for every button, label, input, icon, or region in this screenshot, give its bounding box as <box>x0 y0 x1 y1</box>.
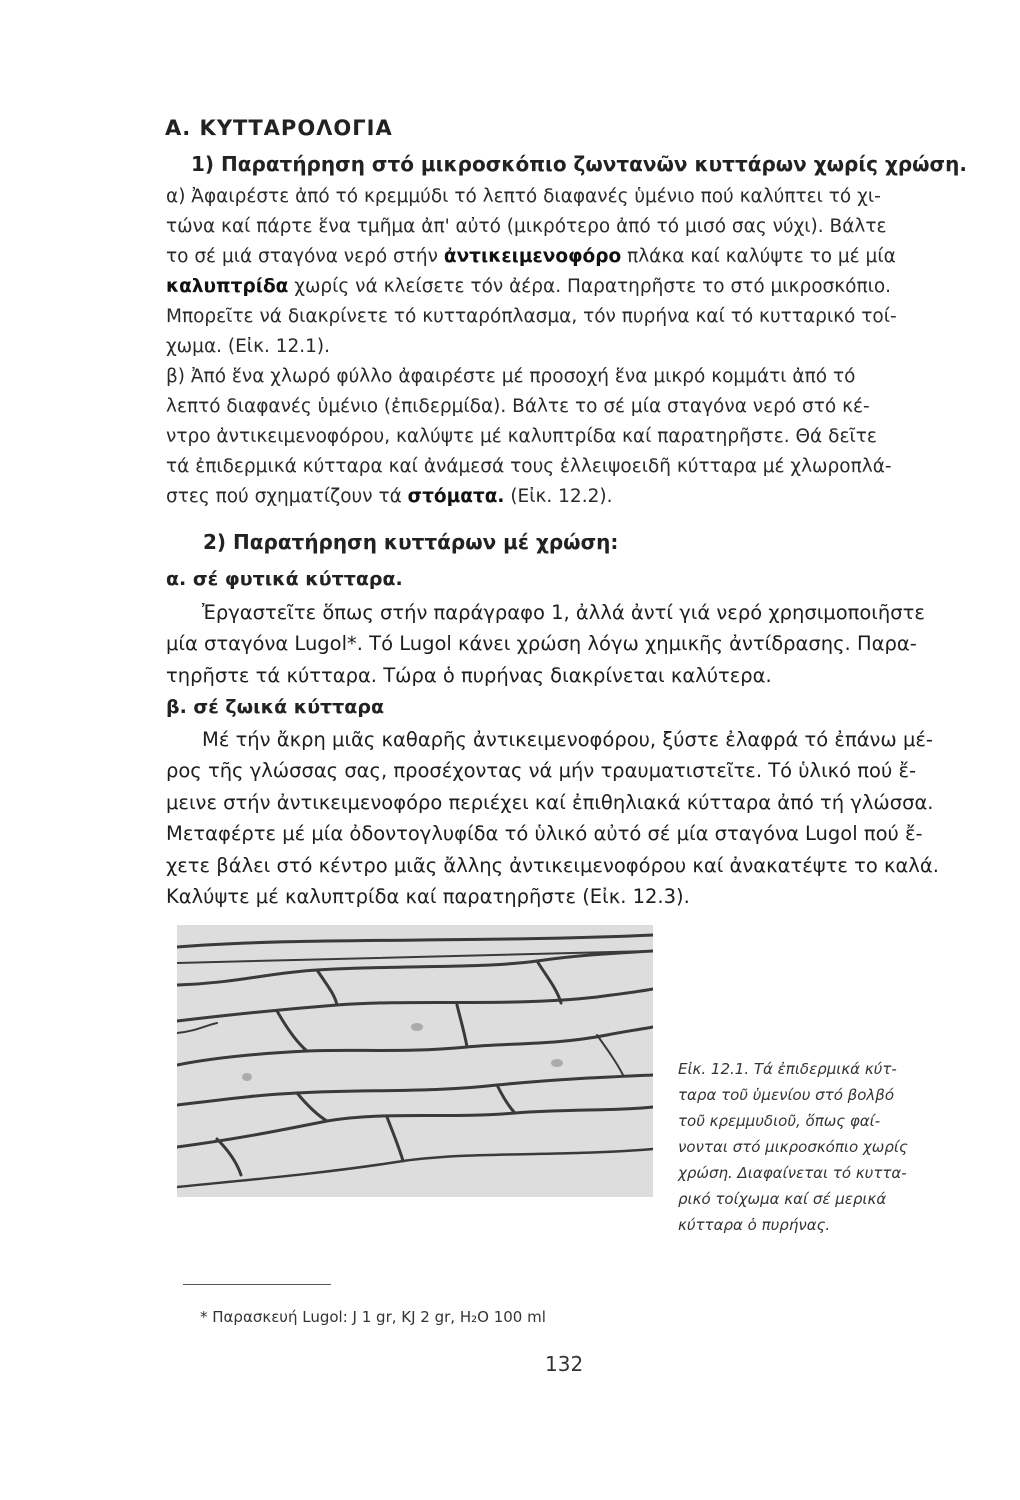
paragraph-line: ρος τῆς γλώσσας σας, προσέχοντας νά μήν τραυματιστεῖτε. Τό ὑλικό πού ἔ- <box>166 759 917 783</box>
section-title: Α. ΚΥΤΤΑΡΟΛΟΓΙΑ <box>165 116 393 140</box>
caption-line: Εἰκ. 12.1. Τά ἐπιδερμικά κύτ- <box>678 1060 897 1078</box>
paragraph-line: ντρο ἀντικειμενοφόρου, καλύψτε μέ καλυπτρίδα καί παρατηρῆστε. Θά δεῖτε <box>166 426 877 447</box>
paragraph-line: Ἐργαστεῖτε ὅπως στήν παράγραφο 1, ἀλλά ἀντί γιά νερό χρησιμοποιῆστε <box>202 601 925 624</box>
paragraph-line: τά ἐπιδερμικά κύτταρα καί ἀνάμεσά τους ἐλλειψοειδῆ κύτταρα μέ χλωροπλά- <box>166 456 892 477</box>
micrograph-drawing <box>177 925 653 1197</box>
paragraph-line: Μπορεῖτε νά διακρίνετε τό κυτταρόπλασμα, τόν πυρήνα καί τό κυτταρικό τοί- <box>166 306 897 327</box>
paragraph-line: καλυπτρίδα χωρίς νά κλείσετε τόν ἀέρα. Παρατηρῆστε το στό μικροσκόπιο. <box>166 276 892 297</box>
paragraph-plant-cells <box>166 597 956 691</box>
paragraph-line: λεπτό διαφανές ὑμένιο (ἐπιδερμίδα). Βάλτε το σέ μία σταγόνα νερό στό κέ- <box>166 396 870 417</box>
footnote-lugol: * Παρασκευή Lugol: J 1 gr, KJ 2 gr, H₂O 100 ml <box>200 1308 546 1326</box>
paragraph-line: στες πού σχηματίζουν τά στόματα. (Εἰκ. 12.2). <box>166 486 613 507</box>
paragraph-line: χετε βάλει στό κέντρο μιᾶς ἄλλης ἀντικειμενοφόρου καί ἀνακατέψτε το καλά. <box>166 853 939 877</box>
paragraph-animal-cells <box>166 724 956 912</box>
paragraph-line: μεινε στήν ἀντικειμενοφόρο περιέχει καί ἐπιθηλιακά κύτταρα ἀπό τή γλώσσα. <box>166 790 934 814</box>
paragraph-line: τώνα καί πάρτε ἕνα τμῆμα ἀπ' αὐτό (μικρότερο ἀπό τό μισό σας νύχι). Βάλτε <box>166 216 887 237</box>
bold-term-coverslip: καλυπτρίδα <box>166 276 289 297</box>
figure-caption <box>678 1056 978 1238</box>
caption-line: νονται στό μικροσκόπιο χωρίς <box>678 1138 908 1156</box>
paragraph-line: χωμα. (Εἰκ. 12.1). <box>166 336 331 357</box>
paragraph-line: Μεταφέρτε μέ μία ὀδοντογλυφίδα τό ὑλικό αὐτό σέ μία σταγόνα Lugol πού ἔ- <box>166 822 923 846</box>
paragraph-line: Μέ τήν ἄκρη μιᾶς καθαρῆς ἀντικειμενοφόρου, ξύστε ἐλαφρά τό ἐπάνω μέ- <box>202 728 933 751</box>
paragraph-line: Καλύψτε μέ καλυπτρίδα καί παρατηρῆστε (Εἰκ. 12.3). <box>166 884 690 908</box>
heading-animal-cells: β. σέ ζωικά κύτταρα <box>166 696 385 718</box>
onion-cells-micrograph <box>177 925 653 1197</box>
caption-line: χρώση. Διαφαίνεται τό κυττα- <box>678 1164 907 1182</box>
paragraph-line: μία σταγόνα Lugol*. Τό Lugol κάνει χρώση λόγω χημικῆς ἀντίδρασης. Παρα- <box>166 632 917 656</box>
heading-observation-with-stain: 2) Παρατήρηση κυττάρων μέ χρώση: <box>203 530 619 554</box>
caption-line: κύτταρα ὁ πυρήνας. <box>678 1216 831 1234</box>
paragraph-line: τηρῆστε τά κύτταρα. Τώρα ὁ πυρήνας διακρίνεται καλύτερα. <box>166 663 772 687</box>
caption-line: ρικό τοίχωμα καί σέ μερικά <box>678 1190 887 1208</box>
paragraph-line: β) Ἀπό ἕνα χλωρό φύλλο ἀφαιρέστε μέ προσοχή ἕνα μικρό κομμάτι ἀπό τό <box>166 366 856 387</box>
page-number: 132 <box>545 1352 584 1376</box>
paragraph-leaf-epidermis <box>166 362 956 512</box>
heading-plant-cells: α. σέ φυτικά κύτταρα. <box>166 568 403 590</box>
bold-term-slide: ἀντικειμενοφόρο <box>443 246 622 267</box>
paragraph-onion-membrane <box>166 182 956 362</box>
paragraph-line: α) Ἀφαιρέστε ἀπό τό κρεμμύδι τό λεπτό διαφανές ὑμένιο πού καλύπτει τό χι- <box>166 186 881 207</box>
footnote-divider <box>183 1284 331 1285</box>
paragraph-line: το σέ μιά σταγόνα νερό στήν ἀντικειμενοφόρο πλάκα καί καλύψτε το μέ μία <box>166 246 896 267</box>
caption-line: ταρα τοῦ ὑμενίου στό βολβό <box>678 1086 895 1104</box>
bold-term-stomata: στόματα. <box>407 486 505 507</box>
caption-line: τοῦ κρεμμυδιοῦ, ὅπως φαί- <box>678 1112 881 1130</box>
heading-observation-without-stain: 1) Παρατήρηση στό μικροσκόπιο ζωντανῶν κυττάρων χωρίς χρώση. <box>191 152 967 176</box>
